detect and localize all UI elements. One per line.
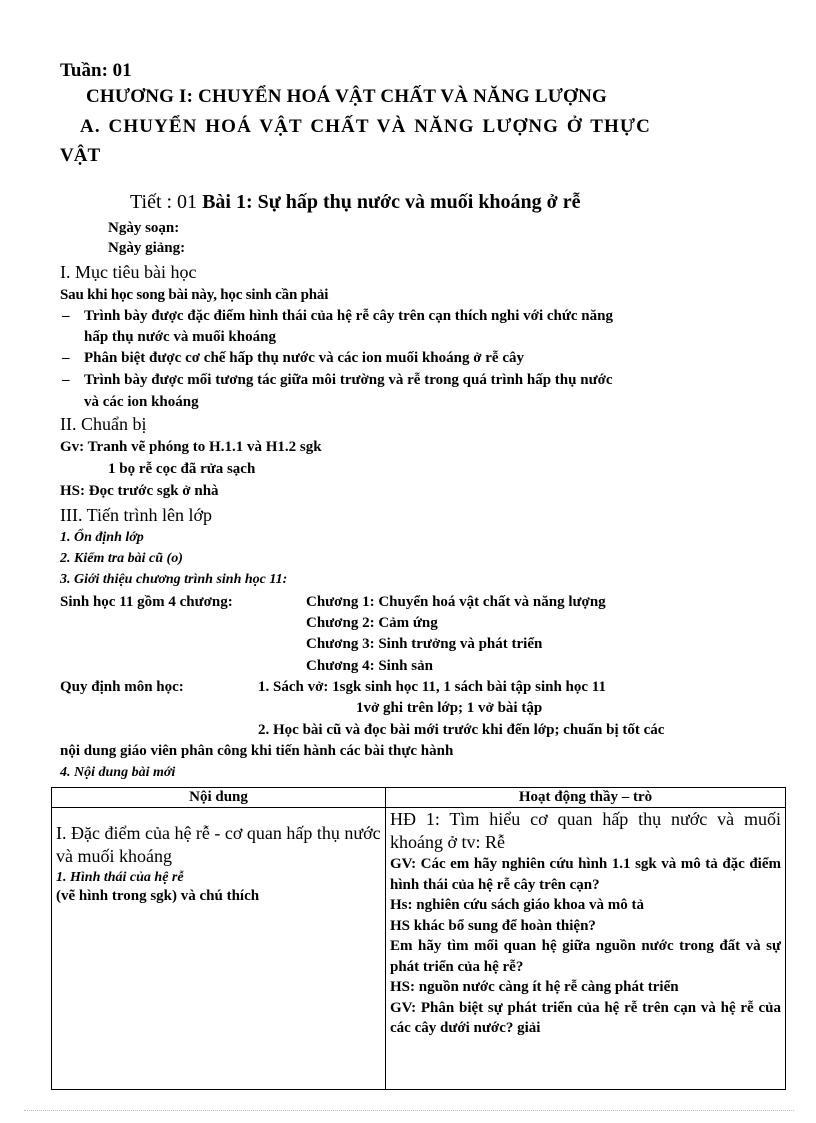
chapter-3: Chương 3: Sinh trưởng và phát triển (306, 636, 543, 652)
rule-2-line1: 2. Học bài cũ và đọc bài mới trước khi đến lớp; chuẩn bị tốt các (258, 722, 665, 738)
activity-line: GV: Các em hãy nghiên cứu hình 1.1 sgk và mô tả đặc điểm hình thái của hệ rễ cây trên cạn? (390, 856, 781, 893)
step-2: 2. Kiểm tra bài cũ (o) (60, 551, 183, 566)
rule-1-line1: 1. Sách vở: 1sgk sinh học 11, 1 sách bài tập sinh học 11 (258, 679, 606, 695)
activity-line: Em hãy tìm mối quan hệ giữa nguồn nước trong đất và sự phát triển của hệ rễ? (390, 938, 781, 975)
list-dash: – (62, 308, 70, 324)
activity-line: HS khác bổ sung để hoàn thiện? (390, 917, 596, 934)
activity-line: HS: nguồn nước càng ít hệ rễ càng phát triển (390, 979, 679, 995)
list-dash: – (62, 350, 70, 366)
teacher-prep-line2: 1 bọ rễ cọc đã rửa sạch (108, 461, 256, 477)
rule-1-line2: 1vở ghi trên lớp; 1 vở bài tập (356, 700, 543, 716)
step-1: 1. Ổn định lớp (60, 530, 144, 545)
activity-heading: HĐ 1: Tìm hiểu cơ quan hấp thụ nước và muối khoáng ở tv: Rễ (390, 809, 781, 852)
table-header-row (52, 788, 786, 808)
content-heading: I. Đặc điểm của hệ rễ - cơ quan hấp thụ nước và muối khoáng (56, 823, 381, 866)
teaching-date-label: Ngày giảng: (108, 240, 186, 256)
content-note: (vẽ hình trong sgk) và chú thích (56, 888, 260, 904)
table-row (52, 808, 786, 1090)
objective-3-line2: và các ion khoáng (84, 394, 199, 410)
column-header-activities: Hoạt động thầy – trò (386, 788, 786, 808)
section-a-title-line2: VẬT (60, 145, 101, 166)
objective-2-line1: Phân biệt được cơ chế hấp thụ nước và các ion muối khoáng ở rễ cây (84, 350, 524, 366)
lesson-title (130, 191, 581, 214)
rule-2-line2: nội dung giáo viên phân công khi tiến hành các bài thực hành (60, 743, 454, 759)
objective-1-line1: Trình bày được đặc điểm hình thái của hệ rễ cây trên cạn thích nghi với chức năng (84, 308, 613, 324)
lesson-content-table (51, 787, 786, 1090)
objectives-heading: I. Mục tiêu bài học (60, 262, 197, 282)
lesson-name: Bài 1: Sự hấp thụ nước và muối khoáng ở rễ (202, 191, 581, 213)
list-dash: – (62, 372, 70, 388)
content-subheading: 1. Hình thái của hệ rễ (56, 870, 184, 885)
week-label: Tuần: 01 (60, 60, 132, 81)
preparation-date-label: Ngày soạn: (108, 220, 180, 236)
chapter-2: Chương 2: Cảm ứng (306, 615, 438, 631)
period-label: Tiết : 01 (130, 191, 198, 213)
chapter-1: Chương 1: Chuyển hoá vật chất và năng lượng (306, 594, 606, 610)
chapter-title: CHƯƠNG I: CHUYỂN HOÁ VẬT CHẤT VÀ NĂNG LƯỢNG (86, 86, 607, 107)
objective-3-line1: Trình bày được mối tương tác giữa môi trường và rễ trong quá trình hấp thụ nước (84, 372, 613, 388)
step-4: 4. Nội dung bài mới (60, 765, 176, 780)
objectives-intro: Sau khi học song bài này, học sinh cần phải (60, 287, 329, 303)
teacher-prep-line1: Gv: Tranh vẽ phóng to H.1.1 và H1.2 sgk (60, 439, 322, 455)
content-cell (52, 808, 386, 1090)
objective-1-line2: hấp thụ nước và muối khoáng (84, 329, 276, 345)
student-prep: HS: Đọc trước sgk ở nhà (60, 483, 219, 499)
page-bottom-divider (24, 1110, 794, 1111)
step-3: 3. Giới thiệu chương trình sinh học 11: (60, 572, 288, 587)
section-a-title-line1: A. CHUYỂN HOÁ VẬT CHẤT VÀ NĂNG LƯỢNG Ở THỰC (80, 116, 651, 137)
column-header-content: Nội dung (52, 788, 386, 808)
preparation-heading: II. Chuẩn bị (60, 414, 147, 434)
activity-line: GV: Phân biệt sự phát triển của hệ rễ trên cạn và hệ rễ của các cây dưới nước? giải (390, 999, 781, 1036)
activity-line: Hs: nghiên cứu sách giáo khoa và mô tả (390, 897, 645, 913)
program-label: Sinh học 11 gồm 4 chương: (60, 594, 233, 610)
procedure-heading: III. Tiến trình lên lớp (60, 505, 213, 525)
chapter-4: Chương 4: Sinh sản (306, 658, 433, 674)
rules-label: Quy định môn học: (60, 679, 184, 695)
activities-cell (386, 808, 786, 1090)
